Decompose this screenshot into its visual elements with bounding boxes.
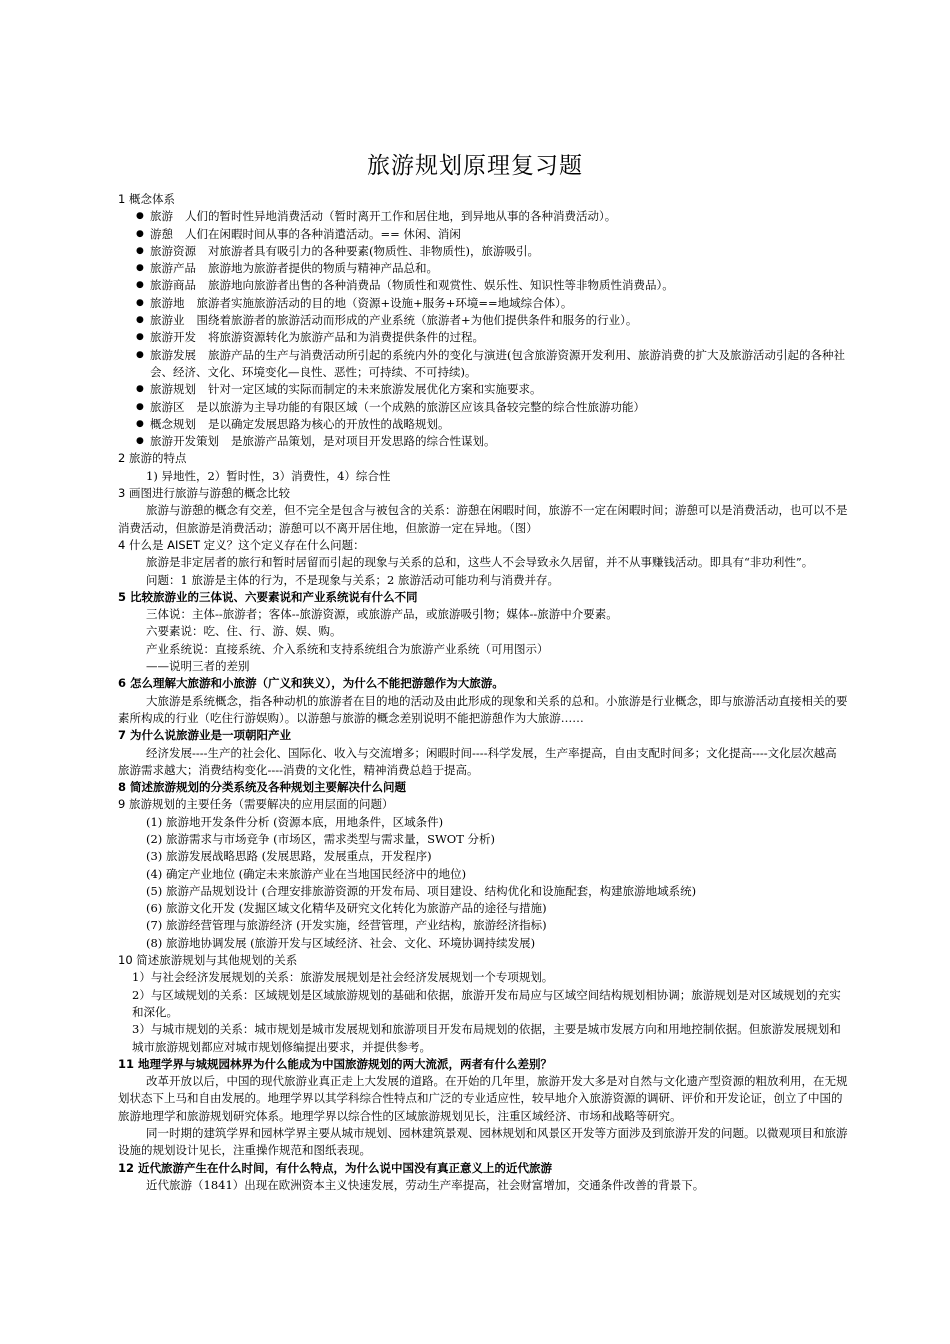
concept-item bbox=[136, 277, 848, 294]
concept-definition: 人们的暂时性异地消费活动（暂时离开工作和居住地，到异地从事的各种消费活动）。 bbox=[185, 209, 617, 224]
concept-definition: 旅游地向旅游者出售的各种消费品（物质性和观赏性、娱乐性、知识性等非物质性消费品）。 bbox=[208, 278, 674, 293]
section-11-para: 同一时期的建筑学界和园林学界主要从城市规划、园林建筑景观、园林规划和风景区开发等方面涉及到旅游开发的问题。以微观项目和旅游设施的规划设计见长，注重操作规范和图纸表现。 bbox=[118, 1126, 848, 1158]
concept-item bbox=[136, 208, 848, 225]
concept-definition: 围绕着旅游者的旅游活动而形成的产业系统（旅游者+为他们提供条件和服务的行业）。 bbox=[196, 313, 638, 328]
section-3-heading: 3 画图进行旅游与游憩的概念比较 bbox=[118, 486, 290, 501]
relation-item: 1）与社会经济发展规划的关系：旅游发展规划是社会经济发展规划一个专项规划。 bbox=[132, 970, 554, 985]
concept-term: 旅游产品 bbox=[150, 261, 196, 276]
concept-term: 旅游商品 bbox=[150, 278, 196, 293]
concept-definition: 旅游者实施旅游活动的目的地（资源+设施+服务+环境==地域综合体）。 bbox=[196, 295, 573, 310]
concept-list bbox=[118, 208, 848, 450]
document-title: 旅游规划原理复习题 bbox=[367, 153, 583, 179]
concept-item bbox=[136, 312, 848, 329]
concept-term: 旅游业 bbox=[150, 313, 185, 328]
section-5-line: 六要素说：吃、住、行、游、娱、购。 bbox=[146, 624, 342, 639]
task-item: (7) 旅游经营管理与旅游经济 (开发实施，经营管理，产业结构，旅游经济指标) bbox=[146, 918, 547, 933]
section-4-problem: 问题：1 旅游是主体的行为，不是现象与关系；2 旅游活动可能功利与消费并存。 bbox=[146, 572, 559, 587]
task-item: (5) 旅游产品规划设计 (合理安排旅游资源的开发布局、项目建设、结构优化和设施配套，构建旅游地域系统) bbox=[146, 883, 697, 898]
relation-item: 3）与城市规划的关系：城市规划是城市发展规划和旅游项目开发布局规划的依据，主要是城市发展方向和用地控制依据。但旅游发展规划和城市旅游规划都应对城市规划修编提出要求，并提供参考。 bbox=[132, 1022, 841, 1054]
concept-term: 旅游资源 bbox=[150, 243, 196, 258]
concept-item bbox=[136, 347, 848, 382]
section-4-heading: 4 什么是 AISET 定义？这个定义存在什么问题： bbox=[118, 537, 365, 552]
concept-definition: 人们在闲暇时间从事的各种消遣活动。== 休闲、消闲 bbox=[185, 226, 461, 241]
section-7-body: 经济发展----生产的社会化、国际化、收入与交流增多；闲暇时间----科学发展，生产率提高，自由支配时间多；文化提高----文化层次越高旅游需求越大；消费结构变化----消费的文化性，精神消费总趋于提高。 bbox=[118, 745, 837, 777]
section-5-heading: 5 比较旅游业的三体说、六要素说和产业系统说有什么不同 bbox=[118, 589, 418, 604]
relation-item: 2）与区域规划的关系：区域规划是区域旅游规划的基础和依据，旅游开发布局应与区域空间结构规划相协调；旅游规划是对区域规划的充实和深化。 bbox=[132, 987, 841, 1019]
concept-term: 旅游区 bbox=[150, 399, 185, 414]
task-item: (2) 旅游需求与市场竞争 (市场区，需求类型与需求量，SWOT 分析) bbox=[146, 831, 496, 846]
concept-term: 旅游地 bbox=[150, 295, 185, 310]
concept-definition: 旅游产品的生产与消费活动所引起的系统内外的变化与演进(包含旅游资源开发利用、旅游消费的扩大及旅游活动引起的各种社会、经济、文化、环境变化—良性、恶性；可持续、不可持续)。 bbox=[150, 347, 845, 379]
section-8-heading: 8 简述旅游规划的分类系统及各种规划主要解决什么问题 bbox=[118, 780, 407, 795]
section-2-heading: 2 旅游的特点 bbox=[118, 451, 187, 466]
section-11-heading: 11 地理学界与城规园林界为什么能成为中国旅游规划的两大流派，两者有什么差别？ bbox=[118, 1056, 553, 1071]
concept-term: 旅游规划 bbox=[150, 382, 196, 397]
concept-definition: 将旅游资源转化为旅游产品和为消费提供条件的过程。 bbox=[208, 330, 484, 345]
section-6-body: 大旅游是系统概念，指各种动机的旅游者在目的地的活动及由此形成的现象和关系的总和。小旅游是行业概念，即与旅游活动直接相关的要素所构成的行业（吃住行游娱购）。以游憩与旅游的概念差别说明不能把游憩作为大旅游…… bbox=[118, 693, 848, 725]
concept-item bbox=[136, 381, 848, 398]
section-2-body: 1) 异地性，2）暂时性，3）消费性，4）综合性 bbox=[146, 468, 391, 483]
concept-definition: 是以旅游为主导功能的有限区域（一个成熟的旅游区应该具备较完整的综合性旅游功能） bbox=[196, 399, 645, 414]
task-item: (4) 确定产业地位 (确定未来旅游产业在当地国民经济中的地位) bbox=[146, 866, 467, 881]
task-item: (6) 旅游文化开发 (发掘区域文化精华及研究文化转化为旅游产品的途径与措施) bbox=[146, 901, 547, 916]
concept-term: 游憩 bbox=[150, 226, 173, 241]
concept-item bbox=[136, 260, 848, 277]
section-6-heading: 6 怎么理解大旅游和小旅游（广义和狭义），为什么不能把游憩作为大旅游。 bbox=[118, 676, 504, 691]
concept-term: 概念规划 bbox=[150, 416, 196, 431]
section-12-body: 近代旅游（1841）出现在欧洲资本主义快速发展，劳动生产率提高，社会财富增加，交通条件改善的背景下。 bbox=[146, 1177, 705, 1192]
concept-term: 旅游 bbox=[150, 209, 173, 224]
concept-definition: 是旅游产品策划，是对项目开发思路的综合性谋划。 bbox=[231, 434, 496, 449]
concept-term: 旅游发展 bbox=[150, 347, 196, 362]
document-body bbox=[118, 191, 848, 1194]
concept-definition: 是以确定发展思路为核心的开放性的战略规划。 bbox=[208, 416, 450, 431]
concept-term: 旅游开发 bbox=[150, 330, 196, 345]
section-3-body: 旅游与游憩的概念有交差，但不完全是包含与被包含的关系：游憩在闲暇时间，旅游不一定在闲暇时间；游憩可以是消费活动，也可以不是消费活动，但旅游是消费活动；游憩可以不离开居住地，但旅游一定在异地。（图） bbox=[118, 503, 848, 535]
section-5-line: ——说明三者的差别 bbox=[146, 659, 250, 674]
concept-item bbox=[136, 433, 848, 450]
concept-definition: 针对一定区域的实际而制定的未来旅游发展优化方案和实施要求。 bbox=[208, 382, 542, 397]
section-12-heading: 12 近代旅游产生在什么时间，有什么特点，为什么说中国没有真正意义上的近代旅游 bbox=[118, 1160, 553, 1175]
concept-item bbox=[136, 243, 848, 260]
concept-item bbox=[136, 226, 848, 243]
section-7-heading: 7 为什么说旅游业是一项朝阳产业 bbox=[118, 728, 292, 743]
section-10-heading: 10 简述旅游规划与其他规划的关系 bbox=[118, 953, 298, 968]
section-9-heading: 9 旅游规划的主要任务（需要解决的应用层面的问题） bbox=[118, 797, 394, 812]
task-item: (3) 旅游发展战略思路 (发展思路，发展重点，开发程序) bbox=[146, 849, 432, 864]
concept-term: 旅游开发策划 bbox=[150, 434, 219, 449]
concept-definition: 对旅游者具有吸引力的各种要素(物质性、非物质性)，旅游吸引。 bbox=[208, 243, 539, 258]
concept-item bbox=[136, 295, 848, 312]
concept-item bbox=[136, 399, 848, 416]
section-1-heading: 1 概念体系 bbox=[118, 192, 175, 206]
section-4-body: 旅游是非定居者的旅行和暂时居留而引起的现象与关系的总和，这些人不会导致永久居留，并不从事赚钱活动。即具有“非功利性”。 bbox=[146, 555, 814, 570]
concept-item bbox=[136, 329, 848, 346]
concept-item bbox=[136, 416, 848, 433]
task-item: (8) 旅游地协调发展 (旅游开发与区域经济、社会、文化、环境协调持续发展) bbox=[146, 935, 536, 950]
section-11-para: 改革开放以后，中国的现代旅游业真正走上大发展的道路。在开始的几年里，旅游开发大多是对自然与文化遗产型资源的粗放利用，在无规划状态下上马和自由发展的。地理学界以其学科综合性特点和广泛的专业适应性，较早地介入旅游资源的调研、评价和开发论证，创立了中国的旅游地理学和旅游规划研究体系。地理学界以综合性的区域旅游规划见长，注重区域经济、市场和战略等研究。 bbox=[118, 1074, 848, 1123]
concept-definition: 旅游地为旅游者提供的物质与精神产品总和。 bbox=[208, 261, 438, 276]
section-5-line: 三体说：主体--旅游者；客体--旅游资源，或旅游产品，或旅游吸引物；媒体--旅游中介要素。 bbox=[146, 607, 618, 622]
task-item: (1) 旅游地开发条件分析 (资源本底，用地条件，区域条件) bbox=[146, 814, 444, 829]
section-5-line: 产业系统说：直接系统、介入系统和支持系统组合为旅游产业系统（可用图示） bbox=[146, 641, 549, 656]
